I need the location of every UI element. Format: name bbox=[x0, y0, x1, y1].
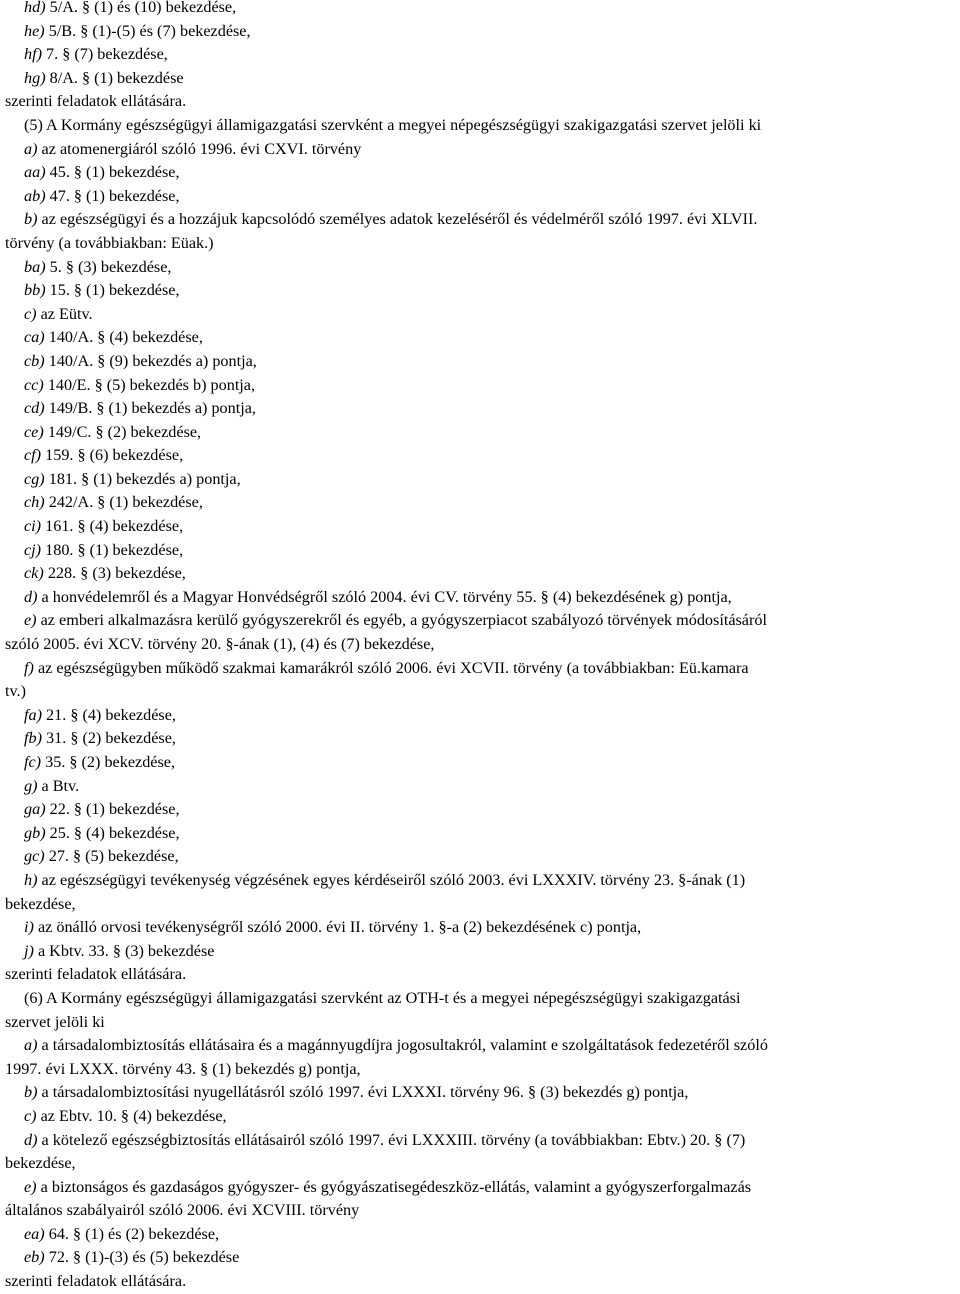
paragraph-5-heading: (5) A Kormány egészségügyi államigazgatási szervként a megyei népegészségügyi szakigazgatási szervet jelöli ki bbox=[24, 115, 762, 134]
text-line: e) az emberi alkalmazásra kerülő gyógyszerekről és egyéb, a gyógyszerpiacot szabályozó törvények módosításáról bbox=[24, 611, 767, 630]
text-line: gc) 27. § (5) bekezdése, bbox=[24, 847, 179, 866]
text-line: ga) 22. § (1) bekezdése, bbox=[24, 800, 180, 819]
text-line: bekezdése, bbox=[5, 1154, 76, 1173]
text-line: cj) 180. § (1) bekezdése, bbox=[24, 540, 184, 559]
text-line: aa) 45. § (1) bekezdése, bbox=[24, 163, 180, 182]
text-line: hd) 5/A. § (1) és (10) bekezdése, bbox=[24, 0, 237, 16]
text-line: d) a honvédelemről és a Magyar Honvédségről szóló 2004. évi CV. törvény 55. § (4) bekezdésének g) pontja, bbox=[24, 587, 732, 606]
text-line: ch) 242/A. § (1) bekezdése, bbox=[24, 493, 203, 512]
text-line: 1997. évi LXXX. törvény 43. § (1) bekezdés g) pontja, bbox=[5, 1059, 361, 1078]
text-line: d) a kötelező egészségbiztosítás ellátásairól szóló 1997. évi LXXXIII. törvény (a továbbiakban: Ebtv.) 20. § (7) bbox=[24, 1130, 746, 1149]
text-line: g) a Btv. bbox=[24, 776, 80, 795]
text-line: tv.) bbox=[5, 682, 26, 701]
text-line: eb) 72. § (1)-(3) és (5) bekezdése bbox=[24, 1248, 240, 1267]
text-line: fb) 31. § (2) bekezdése, bbox=[24, 729, 176, 748]
text-line: ab) 47. § (1) bekezdése, bbox=[24, 186, 180, 205]
text-line: j) a Kbtv. 33. § (3) bekezdése bbox=[24, 941, 215, 960]
text-line: c) az Ebtv. 10. § (4) bekezdése, bbox=[24, 1106, 227, 1125]
text-line: szóló 2005. évi XCV. törvény 20. §-ának (1), (4) és (7) bekezdése, bbox=[5, 635, 435, 654]
text-line: cd) 149/B. § (1) bekezdés a) pontja, bbox=[24, 399, 256, 418]
text-line: hg) 8/A. § (1) bekezdése bbox=[24, 68, 184, 87]
text-line: a) az atomenergiáról szóló 1996. évi CXVI. törvény bbox=[24, 139, 362, 158]
paragraph-6-heading: (6) A Kormány egészségügyi államigazgatási szervként az OTH-t és a megyei népegészségügyi szakigazgatási bbox=[24, 988, 741, 1007]
text-line: szerinti feladatok ellátására. bbox=[5, 965, 187, 984]
text-line: fc) 35. § (2) bekezdése, bbox=[24, 753, 176, 771]
text-line: cf) 159. § (6) bekezdése, bbox=[24, 446, 184, 465]
text-line: ba) 5. § (3) bekezdése, bbox=[24, 257, 172, 276]
text-line: ca) 140/A. § (4) bekezdése, bbox=[24, 328, 203, 347]
text-line: hf) 7. § (7) bekezdése, bbox=[24, 45, 168, 64]
text-line: szervet jelöli ki bbox=[5, 1012, 105, 1031]
text-line: e) a biztonságos és gazdaságos gyógyszer- és gyógyászatisegédeszköz-ellátás, valamint a gyógyszerforgalmazás bbox=[24, 1177, 752, 1196]
text-line: c) az Eütv. bbox=[24, 304, 93, 323]
text-line: i) az önálló orvosi tevékenységről szóló 2000. évi II. törvény 1. §-a (2) bekezdésének c) pontja, bbox=[24, 918, 642, 937]
text-line: gb) 25. § (4) bekezdése, bbox=[24, 823, 180, 842]
text-line: cc) 140/E. § (5) bekezdés b) pontja, bbox=[24, 375, 256, 394]
text-line: törvény (a továbbiakban: Eüak.) bbox=[5, 233, 214, 252]
text-line: cg) 181. § (1) bekezdés a) pontja, bbox=[24, 469, 241, 488]
text-line: f) az egészségügyben működő szakmai kamarákról szóló 2006. évi XCVII. törvény (a továbbiakban: Eü.kamara bbox=[24, 658, 749, 677]
text-line: h) az egészségügyi tevékenység végzésének egyes kérdéseiről szóló 2003. évi LXXXIV. törvény 23. §-ának (1) bbox=[24, 870, 746, 889]
text-line: bekezdése, bbox=[5, 894, 76, 913]
text-line: a) a társadalombiztosítás ellátásaira és a magánnyugdíjra jogosultakról, valamint e szolgáltatások fedezetéről szóló bbox=[24, 1036, 768, 1055]
text-line: ck) 228. § (3) bekezdése, bbox=[24, 564, 186, 583]
text-line: cb) 140/A. § (9) bekezdés a) pontja, bbox=[24, 351, 257, 370]
text-line: he) 5/B. § (1)-(5) és (7) bekezdése, bbox=[24, 21, 251, 40]
text-line: b) a társadalombiztosítási nyugellátásról szóló 1997. évi LXXXI. törvény 96. § (3) bekezdés g) pontja, bbox=[24, 1083, 689, 1102]
text-line: ci) 161. § (4) bekezdése, bbox=[24, 517, 184, 536]
text-line: bb) 15. § (1) bekezdése, bbox=[24, 281, 180, 300]
text-line: ce) 149/C. § (2) bekezdése, bbox=[24, 422, 202, 441]
text-line: szerinti feladatok ellátására. bbox=[5, 92, 187, 111]
text-line: fa) 21. § (4) bekezdése, bbox=[24, 705, 176, 724]
text-line: b) az egészségügyi és a hozzájuk kapcsolódó személyes adatok kezeléséről és védelméről szóló 1997. évi XLVII. bbox=[24, 210, 758, 229]
text-line: szerinti feladatok ellátására. bbox=[5, 1272, 187, 1291]
text-line: ea) 64. § (1) és (2) bekezdése, bbox=[24, 1224, 220, 1243]
text-line: általános szabályairól szóló 2006. évi XCVIII. törvény bbox=[5, 1201, 360, 1220]
